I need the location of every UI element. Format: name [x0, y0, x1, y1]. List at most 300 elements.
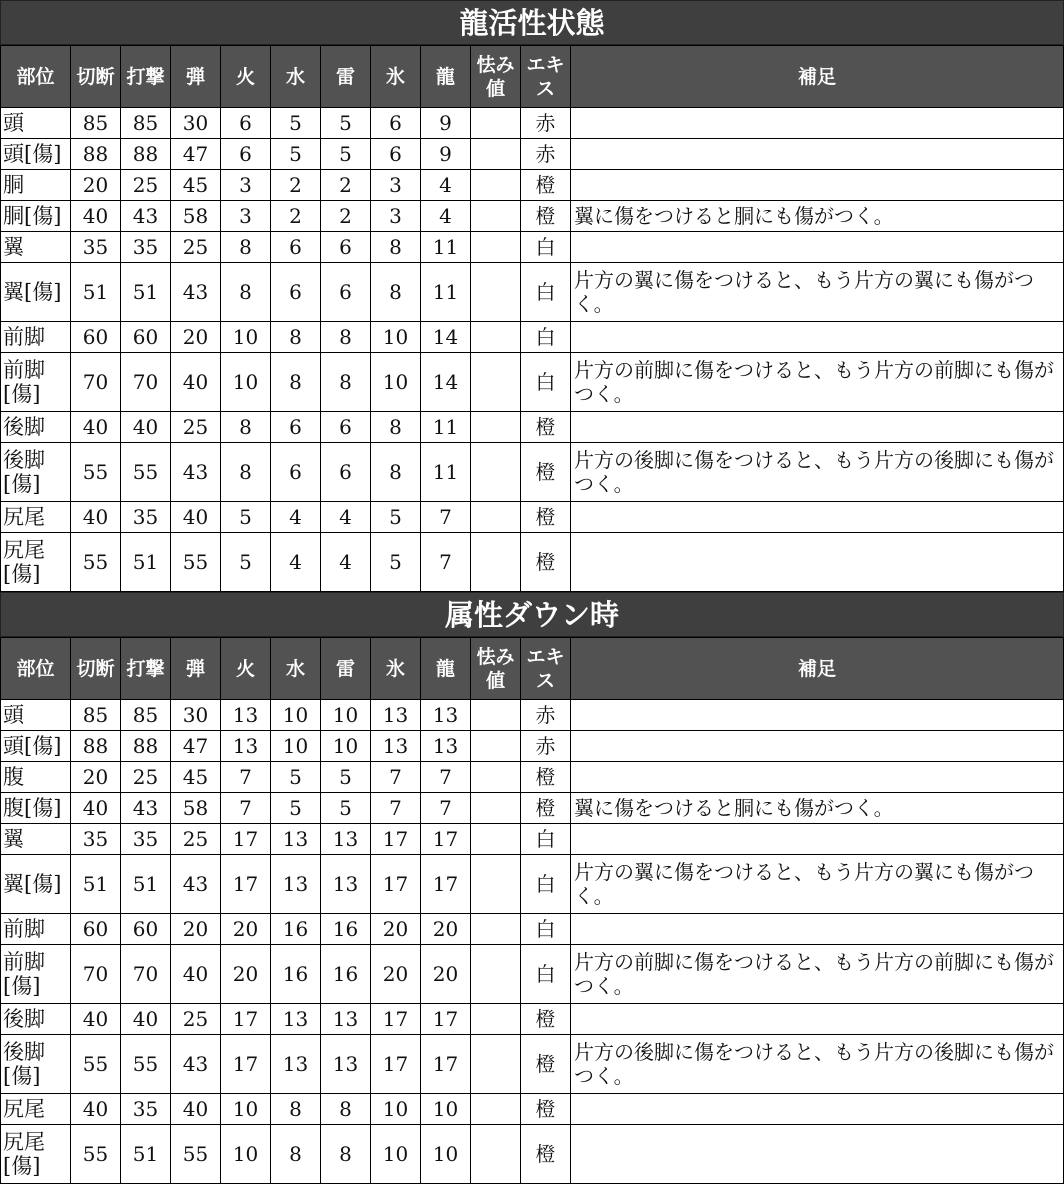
- table-row: [1, 263, 1064, 322]
- table-row: [1, 201, 1064, 232]
- shot-cell: 40: [171, 502, 221, 533]
- note-cell: [571, 824, 1064, 855]
- thunder-cell: 6: [321, 412, 371, 443]
- dragon-cell: 9: [421, 108, 471, 139]
- thunder-cell: 8: [321, 1094, 371, 1125]
- fire-cell: 10: [221, 353, 271, 412]
- shot-cell: 43: [171, 1035, 221, 1094]
- cut-cell: 88: [71, 731, 121, 762]
- column-header: 雷: [321, 46, 371, 108]
- dragon-cell: 20: [421, 914, 471, 945]
- note-cell: 翼に傷をつけると胴にも傷がつく。: [571, 201, 1064, 232]
- column-header: 弾: [171, 46, 221, 108]
- note-cell: 片方の後脚に傷をつけると、もう片方の後脚にも傷がつく。: [571, 443, 1064, 502]
- water-cell: 16: [271, 945, 321, 1004]
- note-cell: [571, 502, 1064, 533]
- water-cell: 6: [271, 263, 321, 322]
- table-row: [1, 700, 1064, 731]
- thunder-cell: 13: [321, 824, 371, 855]
- shot-cell: 58: [171, 793, 221, 824]
- thunder-cell: 10: [321, 700, 371, 731]
- impact-cell: 43: [121, 793, 171, 824]
- note-cell: 片方の前脚に傷をつけると、もう片方の前脚にも傷がつく。: [571, 945, 1064, 1004]
- column-header: 補足: [571, 638, 1064, 700]
- cut-cell: 55: [71, 1125, 121, 1184]
- table-row: [1, 412, 1064, 443]
- fire-cell: 20: [221, 914, 271, 945]
- note-cell: [571, 139, 1064, 170]
- shot-cell: 40: [171, 945, 221, 1004]
- water-cell: 13: [271, 855, 321, 914]
- extract-cell: 橙: [521, 502, 571, 533]
- thunder-cell: 5: [321, 108, 371, 139]
- impact-cell: 88: [121, 731, 171, 762]
- shot-cell: 43: [171, 855, 221, 914]
- ice-cell: 17: [371, 1004, 421, 1035]
- impact-cell: 70: [121, 353, 171, 412]
- impact-cell: 60: [121, 322, 171, 353]
- water-cell: 13: [271, 824, 321, 855]
- ice-cell: 5: [371, 502, 421, 533]
- water-cell: 8: [271, 322, 321, 353]
- extract-cell: 赤: [521, 108, 571, 139]
- note-cell: [571, 322, 1064, 353]
- water-cell: 5: [271, 793, 321, 824]
- thunder-cell: 6: [321, 232, 371, 263]
- part-cell: 前脚: [1, 914, 71, 945]
- dragon-cell: 7: [421, 502, 471, 533]
- part-cell: 後脚: [1, 412, 71, 443]
- table-row: [1, 945, 1064, 1004]
- fire-cell: 7: [221, 762, 271, 793]
- table-row: [1, 443, 1064, 502]
- extract-cell: 橙: [521, 412, 571, 443]
- water-cell: 6: [271, 232, 321, 263]
- impact-cell: 70: [121, 945, 171, 1004]
- dragon-cell: 11: [421, 443, 471, 502]
- fire-cell: 8: [221, 443, 271, 502]
- impact-cell: 35: [121, 824, 171, 855]
- thunder-cell: 6: [321, 263, 371, 322]
- shot-cell: 25: [171, 1004, 221, 1035]
- cut-cell: 70: [71, 353, 121, 412]
- note-cell: [571, 170, 1064, 201]
- flinch-cell: [471, 353, 521, 412]
- extract-cell: 白: [521, 232, 571, 263]
- note-cell: [571, 108, 1064, 139]
- fire-cell: 13: [221, 731, 271, 762]
- fire-cell: 20: [221, 945, 271, 1004]
- shot-cell: 25: [171, 412, 221, 443]
- part-cell: 尻尾: [1, 1094, 71, 1125]
- column-header: 雷: [321, 638, 371, 700]
- impact-cell: 25: [121, 170, 171, 201]
- flinch-cell: [471, 108, 521, 139]
- water-cell: 5: [271, 139, 321, 170]
- ice-cell: 7: [371, 793, 421, 824]
- cut-cell: 40: [71, 201, 121, 232]
- note-cell: [571, 700, 1064, 731]
- ice-cell: 7: [371, 762, 421, 793]
- column-header: 打撃: [121, 46, 171, 108]
- ice-cell: 13: [371, 731, 421, 762]
- column-header: 切断: [71, 46, 121, 108]
- ice-cell: 17: [371, 855, 421, 914]
- note-cell: [571, 1004, 1064, 1035]
- fire-cell: 10: [221, 1094, 271, 1125]
- ice-cell: 6: [371, 139, 421, 170]
- column-header: エキス: [521, 638, 571, 700]
- column-header: エキス: [521, 46, 571, 108]
- dragon-cell: 17: [421, 824, 471, 855]
- impact-cell: 35: [121, 1094, 171, 1125]
- table-row: [1, 139, 1064, 170]
- extract-cell: 橙: [521, 201, 571, 232]
- hitzone-table: [0, 637, 1064, 1184]
- flinch-cell: [471, 201, 521, 232]
- water-cell: 2: [271, 170, 321, 201]
- fire-cell: 7: [221, 793, 271, 824]
- section-title: 龍活性状態: [0, 0, 1064, 45]
- column-header: 龍: [421, 638, 471, 700]
- column-header: 水: [271, 638, 321, 700]
- extract-cell: 橙: [521, 1004, 571, 1035]
- note-cell: 翼に傷をつけると胴にも傷がつく。: [571, 793, 1064, 824]
- column-header: 打撃: [121, 638, 171, 700]
- shot-cell: 55: [171, 533, 221, 592]
- table-row: [1, 855, 1064, 914]
- impact-cell: 51: [121, 855, 171, 914]
- impact-cell: 55: [121, 1035, 171, 1094]
- table-row: [1, 108, 1064, 139]
- note-cell: 片方の前脚に傷をつけると、もう片方の前脚にも傷がつく。: [571, 353, 1064, 412]
- extract-cell: 橙: [521, 533, 571, 592]
- water-cell: 13: [271, 1004, 321, 1035]
- fire-cell: 6: [221, 108, 271, 139]
- column-header: 切断: [71, 638, 121, 700]
- cut-cell: 85: [71, 108, 121, 139]
- table-row: [1, 502, 1064, 533]
- ice-cell: 10: [371, 1094, 421, 1125]
- table-row: [1, 914, 1064, 945]
- dragon-cell: 9: [421, 139, 471, 170]
- flinch-cell: [471, 700, 521, 731]
- column-header: 龍: [421, 46, 471, 108]
- flinch-cell: [471, 762, 521, 793]
- shot-cell: 40: [171, 353, 221, 412]
- water-cell: 6: [271, 412, 321, 443]
- ice-cell: 8: [371, 263, 421, 322]
- shot-cell: 25: [171, 232, 221, 263]
- ice-cell: 10: [371, 322, 421, 353]
- extract-cell: 白: [521, 353, 571, 412]
- flinch-cell: [471, 855, 521, 914]
- extract-cell: 白: [521, 263, 571, 322]
- water-cell: 5: [271, 762, 321, 793]
- cut-cell: 40: [71, 502, 121, 533]
- cut-cell: 51: [71, 263, 121, 322]
- dragon-cell: 7: [421, 793, 471, 824]
- flinch-cell: [471, 824, 521, 855]
- dragon-cell: 4: [421, 201, 471, 232]
- water-cell: 5: [271, 108, 321, 139]
- column-header: 氷: [371, 46, 421, 108]
- impact-cell: 35: [121, 502, 171, 533]
- shot-cell: 55: [171, 1125, 221, 1184]
- thunder-cell: 8: [321, 322, 371, 353]
- flinch-cell: [471, 412, 521, 443]
- cut-cell: 20: [71, 170, 121, 201]
- fire-cell: 10: [221, 1125, 271, 1184]
- flinch-cell: [471, 170, 521, 201]
- fire-cell: 3: [221, 170, 271, 201]
- hitzone-table: [0, 45, 1064, 592]
- fire-cell: 5: [221, 502, 271, 533]
- flinch-cell: [471, 914, 521, 945]
- table-row: [1, 793, 1064, 824]
- table-row: [1, 170, 1064, 201]
- column-header: 部位: [1, 46, 71, 108]
- shot-cell: 30: [171, 700, 221, 731]
- water-cell: 10: [271, 731, 321, 762]
- thunder-cell: 10: [321, 731, 371, 762]
- shot-cell: 30: [171, 108, 221, 139]
- impact-cell: 51: [121, 1125, 171, 1184]
- cut-cell: 40: [71, 1004, 121, 1035]
- column-header: 火: [221, 638, 271, 700]
- shot-cell: 25: [171, 824, 221, 855]
- part-cell: 頭: [1, 700, 71, 731]
- thunder-cell: 8: [321, 1125, 371, 1184]
- table-row: [1, 731, 1064, 762]
- note-cell: [571, 762, 1064, 793]
- fire-cell: 8: [221, 232, 271, 263]
- extract-cell: 橙: [521, 793, 571, 824]
- flinch-cell: [471, 1094, 521, 1125]
- cut-cell: 40: [71, 1094, 121, 1125]
- ice-cell: 8: [371, 232, 421, 263]
- impact-cell: 40: [121, 412, 171, 443]
- dragon-cell: 11: [421, 412, 471, 443]
- section-title: 属性ダウン時: [0, 592, 1064, 637]
- table-row: [1, 232, 1064, 263]
- dragon-cell: 10: [421, 1125, 471, 1184]
- ice-cell: 10: [371, 353, 421, 412]
- column-header: 弾: [171, 638, 221, 700]
- impact-cell: 51: [121, 533, 171, 592]
- impact-cell: 85: [121, 108, 171, 139]
- cut-cell: 55: [71, 443, 121, 502]
- dragon-cell: 14: [421, 353, 471, 412]
- extract-cell: 白: [521, 914, 571, 945]
- flinch-cell: [471, 502, 521, 533]
- dragon-cell: 17: [421, 855, 471, 914]
- extract-cell: 橙: [521, 1094, 571, 1125]
- water-cell: 8: [271, 353, 321, 412]
- shot-cell: 47: [171, 139, 221, 170]
- fire-cell: 13: [221, 700, 271, 731]
- note-cell: [571, 731, 1064, 762]
- thunder-cell: 16: [321, 914, 371, 945]
- shot-cell: 43: [171, 443, 221, 502]
- impact-cell: 51: [121, 263, 171, 322]
- note-cell: 片方の翼に傷をつけると、もう片方の翼にも傷がつく。: [571, 855, 1064, 914]
- part-cell: 翼[傷]: [1, 263, 71, 322]
- ice-cell: 8: [371, 443, 421, 502]
- flinch-cell: [471, 139, 521, 170]
- table-row: [1, 1125, 1064, 1184]
- flinch-cell: [471, 263, 521, 322]
- dragon-cell: 17: [421, 1004, 471, 1035]
- extract-cell: 白: [521, 824, 571, 855]
- flinch-cell: [471, 1125, 521, 1184]
- dragon-cell: 13: [421, 731, 471, 762]
- shot-cell: 43: [171, 263, 221, 322]
- fire-cell: 10: [221, 322, 271, 353]
- ice-cell: 17: [371, 1035, 421, 1094]
- cut-cell: 35: [71, 824, 121, 855]
- ice-cell: 10: [371, 1125, 421, 1184]
- part-cell: 翼: [1, 824, 71, 855]
- section-dragon-active: [0, 0, 1064, 592]
- water-cell: 2: [271, 201, 321, 232]
- part-cell: 前脚[傷]: [1, 945, 71, 1004]
- part-cell: 後脚[傷]: [1, 443, 71, 502]
- impact-cell: 85: [121, 700, 171, 731]
- cut-cell: 51: [71, 855, 121, 914]
- part-cell: 頭[傷]: [1, 139, 71, 170]
- water-cell: 13: [271, 1035, 321, 1094]
- part-cell: 尻尾[傷]: [1, 1125, 71, 1184]
- ice-cell: 13: [371, 700, 421, 731]
- header-row: [1, 638, 1064, 700]
- ice-cell: 8: [371, 412, 421, 443]
- dragon-cell: 13: [421, 700, 471, 731]
- fire-cell: 3: [221, 201, 271, 232]
- flinch-cell: [471, 945, 521, 1004]
- part-cell: 尻尾[傷]: [1, 533, 71, 592]
- extract-cell: 橙: [521, 170, 571, 201]
- table-row: [1, 1035, 1064, 1094]
- fire-cell: 17: [221, 1035, 271, 1094]
- shot-cell: 45: [171, 170, 221, 201]
- part-cell: 翼: [1, 232, 71, 263]
- thunder-cell: 4: [321, 502, 371, 533]
- fire-cell: 6: [221, 139, 271, 170]
- cut-cell: 20: [71, 762, 121, 793]
- cut-cell: 70: [71, 945, 121, 1004]
- water-cell: 10: [271, 700, 321, 731]
- table-row: [1, 322, 1064, 353]
- extract-cell: 赤: [521, 731, 571, 762]
- flinch-cell: [471, 232, 521, 263]
- cut-cell: 60: [71, 914, 121, 945]
- table-row: [1, 824, 1064, 855]
- flinch-cell: [471, 1035, 521, 1094]
- cut-cell: 85: [71, 700, 121, 731]
- thunder-cell: 2: [321, 170, 371, 201]
- dragon-cell: 7: [421, 533, 471, 592]
- impact-cell: 88: [121, 139, 171, 170]
- note-cell: [571, 914, 1064, 945]
- fire-cell: 17: [221, 1004, 271, 1035]
- water-cell: 8: [271, 1094, 321, 1125]
- part-cell: 後脚: [1, 1004, 71, 1035]
- impact-cell: 35: [121, 232, 171, 263]
- column-header: 氷: [371, 638, 421, 700]
- shot-cell: 20: [171, 914, 221, 945]
- dragon-cell: 11: [421, 232, 471, 263]
- water-cell: 8: [271, 1125, 321, 1184]
- thunder-cell: 5: [321, 139, 371, 170]
- flinch-cell: [471, 443, 521, 502]
- thunder-cell: 13: [321, 1035, 371, 1094]
- note-cell: [571, 1125, 1064, 1184]
- part-cell: 尻尾: [1, 502, 71, 533]
- water-cell: 4: [271, 502, 321, 533]
- table-row: [1, 1004, 1064, 1035]
- ice-cell: 3: [371, 170, 421, 201]
- flinch-cell: [471, 793, 521, 824]
- table-row: [1, 533, 1064, 592]
- dragon-cell: 20: [421, 945, 471, 1004]
- part-cell: 頭[傷]: [1, 731, 71, 762]
- part-cell: 後脚[傷]: [1, 1035, 71, 1094]
- extract-cell: 橙: [521, 762, 571, 793]
- flinch-cell: [471, 533, 521, 592]
- extract-cell: 赤: [521, 700, 571, 731]
- extract-cell: 橙: [521, 443, 571, 502]
- note-cell: 片方の翼に傷をつけると、もう片方の翼にも傷がつく。: [571, 263, 1064, 322]
- cut-cell: 60: [71, 322, 121, 353]
- shot-cell: 58: [171, 201, 221, 232]
- part-cell: 前脚: [1, 322, 71, 353]
- shot-cell: 45: [171, 762, 221, 793]
- ice-cell: 5: [371, 533, 421, 592]
- thunder-cell: 5: [321, 793, 371, 824]
- fire-cell: 8: [221, 412, 271, 443]
- dragon-cell: 14: [421, 322, 471, 353]
- column-header: 火: [221, 46, 271, 108]
- water-cell: 6: [271, 443, 321, 502]
- part-cell: 腹[傷]: [1, 793, 71, 824]
- thunder-cell: 13: [321, 855, 371, 914]
- water-cell: 16: [271, 914, 321, 945]
- flinch-cell: [471, 322, 521, 353]
- extract-cell: 白: [521, 322, 571, 353]
- dragon-cell: 7: [421, 762, 471, 793]
- cut-cell: 40: [71, 412, 121, 443]
- cut-cell: 40: [71, 793, 121, 824]
- fire-cell: 5: [221, 533, 271, 592]
- thunder-cell: 4: [321, 533, 371, 592]
- cut-cell: 55: [71, 533, 121, 592]
- ice-cell: 17: [371, 824, 421, 855]
- table-row: [1, 762, 1064, 793]
- cut-cell: 88: [71, 139, 121, 170]
- dragon-cell: 10: [421, 1094, 471, 1125]
- flinch-cell: [471, 731, 521, 762]
- thunder-cell: 13: [321, 1004, 371, 1035]
- thunder-cell: 6: [321, 443, 371, 502]
- table-row: [1, 1094, 1064, 1125]
- extract-cell: 白: [521, 945, 571, 1004]
- impact-cell: 60: [121, 914, 171, 945]
- header-row: [1, 46, 1064, 108]
- extract-cell: 赤: [521, 139, 571, 170]
- column-header: 怯み値: [471, 46, 521, 108]
- impact-cell: 25: [121, 762, 171, 793]
